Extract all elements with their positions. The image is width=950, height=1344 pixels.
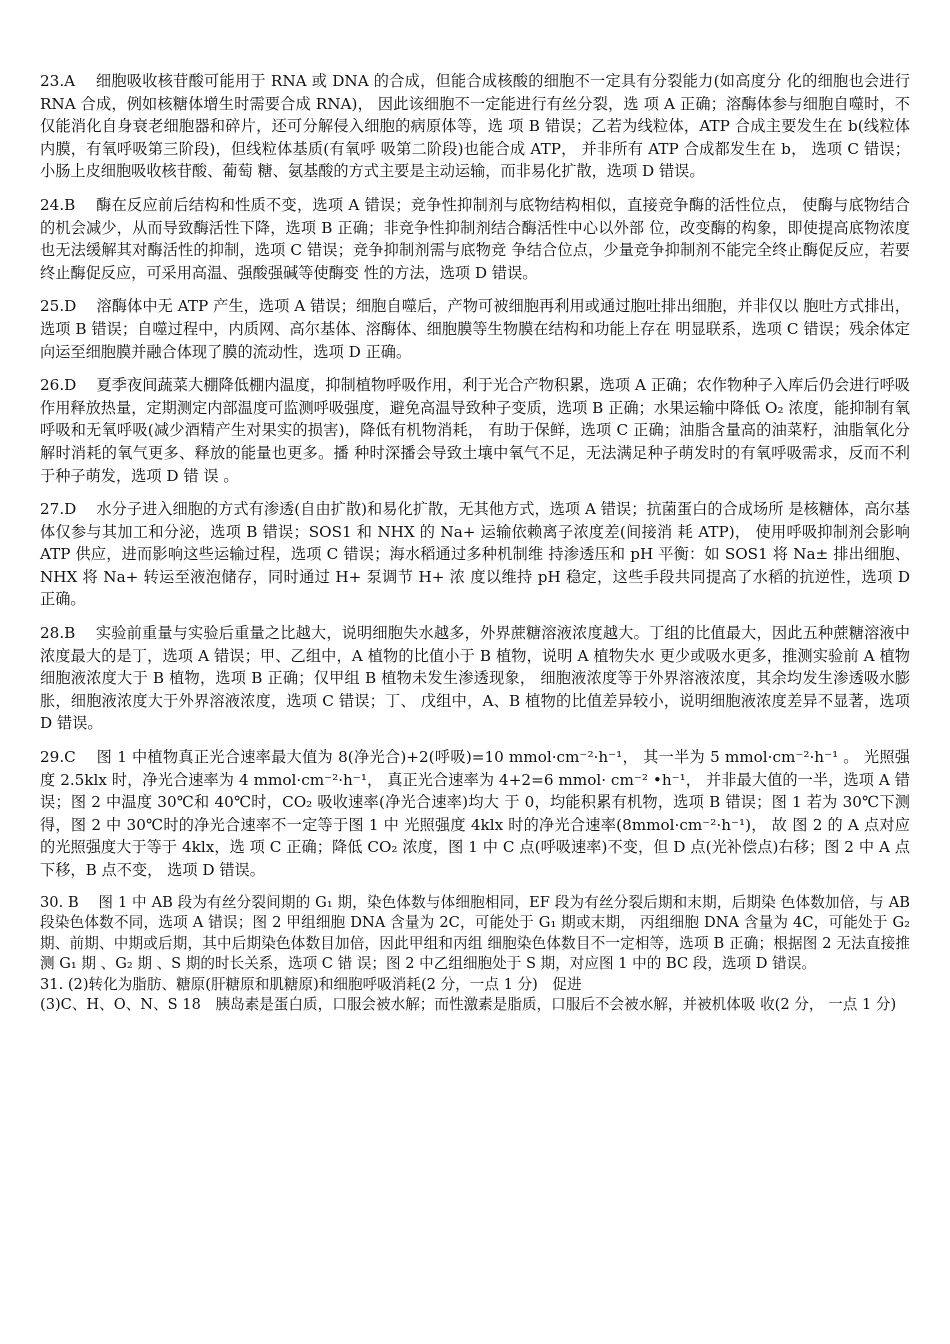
answer-27: 27.D 水分子进入细胞的方式有渗透(自由扩散)和易化扩散，无其他方式，选项 A 错误；抗菌蛋白的合成场所 是核糖体，高尔基体仅参与其加工和分泌，选项 B 错误；SOS1 和 NHX 的 Na+ 运输依赖离子浓度差(间接消 耗 ATP)， 使用呼吸抑制剂会影响 ATP 供应，进而影响这些运输过程，选项 C 错误；海水稻通过多种机制维 持渗透压和 pH 平衡：如 SOS1 将 Na± 排出细胞、NHX 将 Na+ 转运至液泡储存，同时通过 H+ 泵调节 H+ 浓 度以维持 pH 稳定，这些手段共同提高了水稻的抗逆性，选项 D 正确。: [40, 500, 910, 609]
answer-30: 30. B 图 1 中 AB 段为有丝分裂间期的 G₁ 期，染色体数与体细胞相同，EF 段为有丝分裂后期和末期，后期染 色体数加倍，与 AB 段染色体数不同，选项 A 错误；图 2 甲组细胞 DNA 含量为 2C，可能处于 G₁ 期或末期， 丙组细胞 DNA 含量为 4C，可能处于 G₂ 期、前期、中期或后期，其中后期染色体数目加倍，因此甲组和丙组 细胞染色体数目不一定相等，选项 B 正确；根据图 2 无法直接推测 G₁ 期 、G₂ 期 、S 期的时长关系，选项 C 错 误；图 2 中乙组细胞处于 S 期，对应图 1 中的 BC 段，选项 D 错误。: [40, 893, 910, 973]
answer-29: 29.C 图 1 中植物真正光合速率最大值为 8(净光合)+2(呼吸)=10 mmol·cm⁻²·h⁻¹， 其一半为 5 mmol·cm⁻²·h⁻¹ 。 光照强度 2.5klx 时，净光合速率为 4 mmol·cm⁻²·h⁻¹， 真正光合速率为 4+2=6 mmol· cm⁻² •h⁻¹， 并非最大值的一半，选项 A 错误；图 2 中温度 30℃和 40℃时，CO₂ 吸收速率(净光合速率)均大 于 0，均能积累有机物，选项 B 错误；图 1 若为 30℃下测得，图 2 中 30℃时的净光合速率不一定等于图 1 中 光照强度 4klx 时的净光合速率(8mmol·cm⁻²·h⁻¹)， 故 图 2 的 A 点对应的光照强度大于等于 4klx，选 项 C 正确；降低 CO₂ 浓度，图 1 中 C 点(呼吸速率)不变，但 D 点(光补偿点)右移；图 2 中 A 点下移，B 点不变， 选项 D 错误。: [40, 748, 910, 879]
answer-key-document: [40, 70, 910, 1016]
answer-24: 24.B 酶在反应前后结构和性质不变，选项 A 错误；竞争性抑制剂与底物结构相似，直接竞争酶的活性位点， 使酶与底物结合的机会减少，从而导致酶活性下降，选项 B 正确；非竞争性抑制剂结合酶活性中心以外部 位，改变酶的构象，即使提高底物浓度也无法缓解其对酶活性的抑制，选项 C 错误；竞争抑制剂需与底物竞 争结合位点，少量竞争抑制剂不能完全终止酶促反应，若要终止酶促反应，可采用高温、强酸强碱等使酶变 性的方法，选项 D 错误。: [40, 195, 910, 282]
answer-28: 28.B 实验前重量与实验后重量之比越大，说明细胞失水越多，外界蔗糖溶液浓度越大。丁组的比值最大，因此五种蔗糖溶液中浓度最大的是丁，选项 A 错误；甲、乙组中，A 植物的比值小于 B 植物，说明 A 植物失水 更少或吸水更多，推测实验前 A 植物细胞液浓度大于 B 植物，选项 B 正确；仅甲组 B 植物未发生渗透现象， 细胞液浓度等于外界溶液浓度，其余均发生渗透吸水膨胀，细胞液浓度大于外界溶液浓度，选项 C 错误；丁、 戊组中，A、B 植物的比值差异较小，说明细胞液浓度差异不显著，选项 D 错误。: [40, 624, 910, 733]
answer-23: 23.A 细胞吸收核苷酸可能用于 RNA 或 DNA 的合成，但能合成核酸的细胞不一定具有分裂能力(如高度分 化的细胞也会进行 RNA 合成，例如核糖体增生时需要合成 RNA)， 因此该细胞不一定能进行有丝分裂，选 项 A 正确；溶酶体参与细胞自噬时，不仅能消化自身衰老细胞器和碎片，还可分解侵入细胞的病原体等，选 项 B 错误；乙若为线粒体，ATP 合成主要发生在 b(线粒体内膜，有氧呼吸第三阶段)，但线粒体基质(有氧呼 吸第二阶段)也能合成 ATP， 并非所有 ATP 合成都发生在 b， 选项 C 错误；小肠上皮细胞吸收核苷酸、葡萄 糖、氨基酸的方式主要是主动运输，而非易化扩散，选项 D 错误。: [40, 72, 910, 181]
answer-26: 26.D 夏季夜间蔬菜大棚降低棚内温度，抑制植物呼吸作用，利于光合产物积累，选项 A 正确；农作物种子入库后仍会进行呼吸作用释放热量，定期测定内部温度可监测呼吸强度，避免高温导致种子变质，选项 B 正确；水果运输中降低 O₂ 浓度，能抑制有氧呼吸和无氧呼吸(减少酒精产生对果实的损害)，降低有机物消耗， 有助于保鲜，选项 C 正确；油脂含量高的油菜籽，油脂氧化分解时消耗的氧气更多、释放的能量也更多。播 种时深播会导致土壤中氧气不足，无法满足种子萌发时的有氧呼吸需求，反而不利于种子萌发，选项 D 错 误 。: [40, 376, 910, 485]
answer-31-part-3: (3)C、H、O、N、S 18 胰岛素是蛋白质，口服会被水解；而性激素是脂质，口服后不会被水解，并被机体吸 收(2 分， 一点 1 分): [40, 996, 897, 1014]
answer-31-part-2: 31. (2)转化为脂肪、糖原(肝糖原和肌糖原)和细胞呼吸消耗(2 分，一点 1 分) 促进: [40, 975, 582, 993]
answer-25: 25.D 溶酶体中无 ATP 产生，选项 A 错误；细胞自噬后，产物可被细胞再利用或通过胞吐排出细胞，并非仅以 胞吐方式排出，选项 B 错误；自噬过程中，内质网、高尔基体、溶酶体、细胞膜等生物膜在结构和功能上存在 明显联系，选项 C 错误；残余体定向运至细胞膜并融合体现了膜的流动性，选项 D 正确。: [40, 297, 910, 361]
